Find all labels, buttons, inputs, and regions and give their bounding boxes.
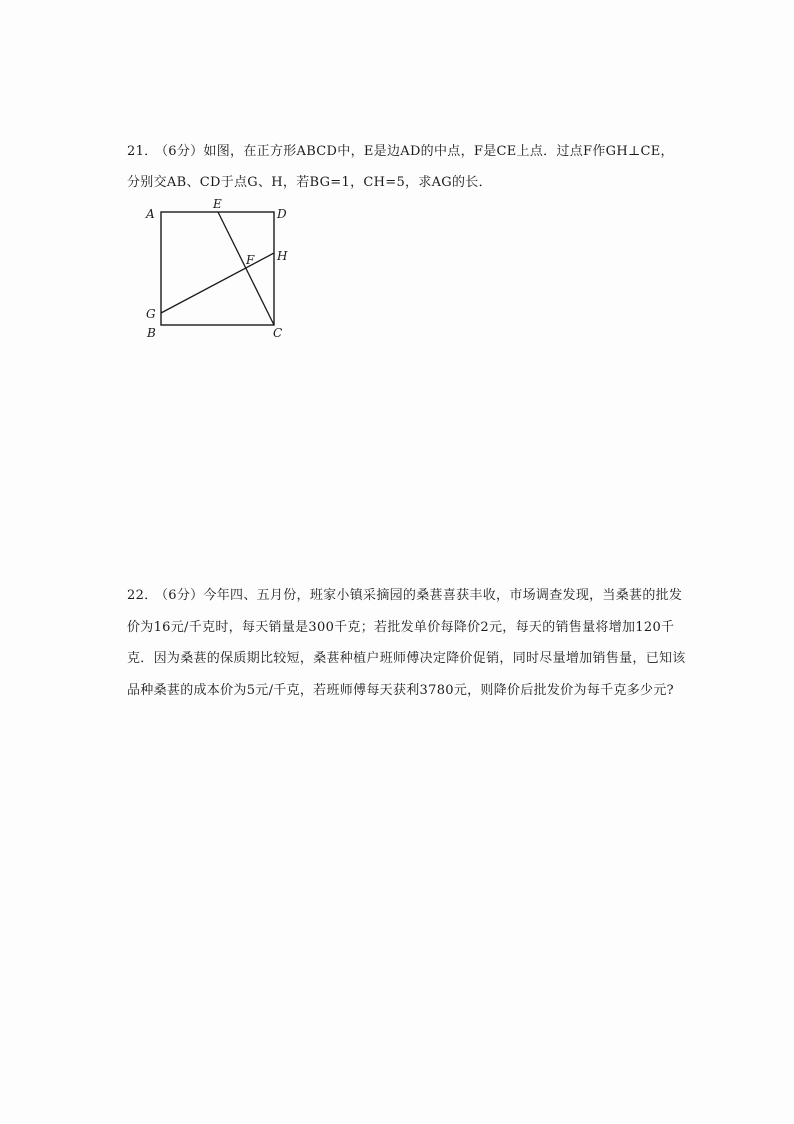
question-22: [127, 580, 687, 706]
label-a: A: [146, 207, 155, 221]
square-figure: [140, 196, 300, 346]
question-21: [127, 136, 687, 198]
question-22-text: （6分）今年四、五月份，班家小镇采摘园的桑葚喜获丰收，市场调查发现，当桑葚的批发价为16元/千克时，每天销量是300千克；若批发单价每降价2元，每天的销售量将增加120千克．因为桑葚的保质期比较短，桑葚种植户班师傅决定降价促销，同时尽量增加销售量，已知该品种桑葚的成本价为5元/千克，若班师傅每天获利3780元，则降价后批发价为每千克多少元?: [127, 588, 686, 698]
question-21-number: 21．: [127, 144, 158, 159]
label-h: H: [277, 249, 288, 263]
question-21-text: （6分）如图，在正方形ABCD中，E是边AD的中点，F是CE上点．过点F作GH⊥CE，分别交AB、CD于点G、H，若BG=1，CH=5，求AG的长．: [127, 144, 674, 190]
segment-gh: [161, 253, 274, 313]
question-22-number: 22．: [127, 588, 158, 603]
label-g: G: [146, 307, 156, 321]
label-c: C: [273, 326, 283, 340]
geometry-diagram: [140, 196, 300, 346]
label-d: D: [277, 207, 287, 221]
square-abcd: [161, 212, 274, 325]
label-f: F: [246, 253, 255, 267]
label-e: E: [213, 197, 222, 211]
label-b: B: [147, 326, 156, 340]
